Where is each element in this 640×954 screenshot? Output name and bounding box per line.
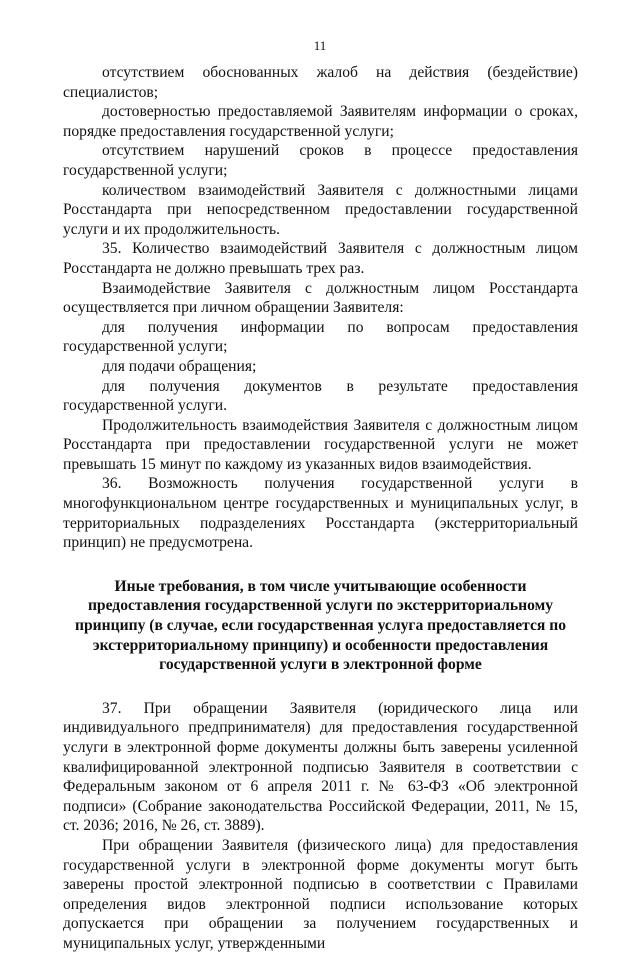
paragraph-interaction-personal: Взаимодействие Заявителя с должностным лицом Росстандарта осуществляется при личном обращении Заявителя: [63,279,578,317]
paragraph-37: 37. При обращении Заявителя (юридического лица или индивидуального предпринимателя) для предоставления государственной услуги в электронной форме документы должны быть заверены усиленной квалифицированной электронной подписью Заявителя в соответствии с Федеральным законом от 6 апреля 2011 г. № 63-ФЗ «Об электронной подписи» (Собрание законодательства Российской Федерации, 2011, № 15, ст. 2036; 2016, № 26, ст. 3889). [63,699,578,835]
paragraph-interactions-count: количеством взаимодействий Заявителя с должностными лицами Росстандарта при непосредственном предоставлении государственной услуги и их продолжительность. [63,181,578,238]
paragraph-36: 36. Возможность получения государственной услуги в многофункциональном центре государственных и муниципальных услуг, в территориальных подразделениях Росстандарта (экстерриториальный принцип) не предусмотрена. [63,475,578,552]
paragraph-individual-applicant: При обращении Заявителя (физического лица) для предоставления государственной услуги в электронной форме документы могут быть заверены простой электронной подписью в соответствии с Правилами определения видов электронной подписи использование которых допускается при обращении за получением государственных и муниципальных услуг, утвержденными [63,836,578,952]
document-body [63,63,578,954]
paragraph-complaints: отсутствием обоснованных жалоб на действия (бездействие) специалистов; [63,64,578,101]
section-heading: Иные требования, в том числе учитывающие особенности предоставления государственной услуги по экстерриториальному принципу (в случае, если государственная услуга предоставляется по экстерриториальному принципу) и особенности предоставления государственной услуги в электронной форме [74,577,567,674]
page-number: 11 [313,38,327,53]
paragraph-deadlines: отсутствием нарушений сроков в процессе предоставления государственной услуги; [63,142,578,179]
paragraph-reliability: достоверностью предоставляемой Заявителям информации о сроках, порядке предоставления государственной услуги; [63,103,578,140]
paragraph-receive-documents: для получения документов в результате предоставления государственной услуги. [63,377,578,415]
paragraph-info-request: для получения информации по вопросам предоставления государственной услуги; [63,318,578,356]
paragraph-submit-appeal: для подачи обращения; [102,357,257,375]
paragraph-duration: Продолжительность взаимодействия Заявителя с должностным лицом Росстандарта при предоставлении государственной услуги не может превышать 15 минут по каждому из указанных видов взаимодействия. [63,416,578,473]
paragraph-35: 35. Количество взаимодействий Заявителя с должностным лицом Росстандарта не должно превышать трех раз. [63,240,578,277]
